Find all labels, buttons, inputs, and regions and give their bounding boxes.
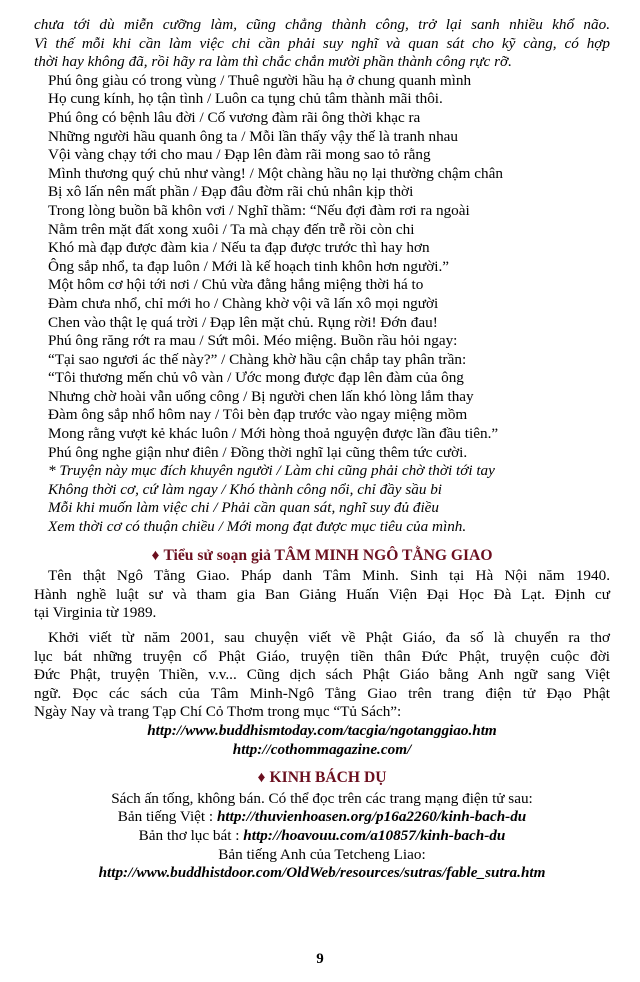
intro-line: Vì thế mỗi khi cần làm việc chi cần phải suy nghĩ và quan sát cho kỹ càng, có hợp [34, 34, 610, 52]
bio-line: Đức Phật, truyện Thiền, v.v... Cũng dịch sách Phật Giáo bằng Anh ngữ sang Việt [34, 666, 610, 684]
moral-line: Không thời cơ, cứ làm ngay / Khó thành công nổi, chỉ đầy sầu bi [48, 480, 443, 498]
poem [34, 72, 610, 462]
bio-line: Tên thật Ngô Tằng Giao. Pháp danh Tâm Minh. Sinh tại Hà Nội năm 1940. [48, 567, 610, 585]
moral-line: Mỗi khi muốn làm việc chi / Phải cần quan sát, nghĩ suy đủ điều [48, 499, 440, 517]
bio-line: tại Virginia từ 1989. [34, 604, 157, 622]
poem-line: Mình thương quý chủ như vàng! / Một chàng hầu nọ lại thường chậm chân [48, 164, 503, 182]
poem-line: Một hôm cơ hội tới nơi / Chủ vừa đằng hắng miệng thời há to [48, 276, 424, 294]
bio-line: ngữ. Đọc các sách của Tâm Minh-Ngô Tằng Giao trên trang điện tử Đạo Phật [34, 684, 610, 702]
bio-line: lục bát những truyện cổ Phật Giáo, truyện tiền thân Đức Phật, truyện cuộc đời [34, 647, 610, 665]
intro-line: chưa tới dù miễn cưỡng làm, cũng chẳng thành công, trở lại sanh nhiều khổ não. [34, 16, 610, 33]
poem-line: Đàm ông sắp nhổ hôm nay / Tôi bèn đạp trước vào ngay miệng mồm [48, 406, 468, 424]
kinh-tho-label: Bản thơ lục bát : [138, 826, 244, 844]
bio-heading-text: Tiểu sử soạn giả TÂM MINH NGÔ TẰNG GIAO [163, 546, 493, 564]
page-content [34, 16, 610, 883]
kinh-tho-line [34, 827, 610, 846]
poem-line: Khó mà đạp được đàm kia / Nếu ta đạp được trước thì hay hơn [48, 239, 430, 257]
diamond-bullet-icon: ♦ [257, 769, 266, 787]
kinh-heading [34, 769, 610, 788]
kinh-viet-label: Bản tiếng Việt : [117, 808, 217, 826]
kinh-viet-link[interactable]: http://thuvienhoasen.org/p16a2260/kinh-bach-du [216, 808, 527, 826]
kinh-anh-link[interactable]: http://www.buddhistdoor.com/OldWeb/resources/sutras/fable_sutra.htm [98, 864, 546, 882]
poem-line: Đàm chưa nhổ, chỉ mới ho / Chàng khờ vội vã lấn xô mọi người [48, 294, 439, 312]
bio-heading [34, 547, 610, 566]
poem-line: Những người hầu quanh ông ta / Mỗi lần thấy vậy thế là tranh nhau [48, 127, 459, 145]
kinh-viet-line [34, 808, 610, 827]
poem-line: Phú ông răng rớt ra mau / Sứt môi. Méo miệng. Buồn rầu hỏi ngay: [48, 332, 458, 350]
kinh-intro-line: Sách ấn tống, không bán. Có thể đọc trên các trang mạng điện tử sau: [111, 789, 533, 807]
kinh-tho-link[interactable]: http://hoavouu.com/a10857/kinh-bach-du [243, 826, 506, 844]
poem-line: Ông sắp nhổ, ta đạp luôn / Mới là kế hoạch tinh khôn hơn người.” [48, 257, 449, 275]
bio-link-cothom[interactable]: http://cothommagazine.com/ [232, 740, 412, 758]
poem-line: Phú ông có bệnh lâu đời / Cố vương đàm rãi ông thời khạc ra [48, 108, 421, 126]
bio-line: Hành nghề luật sư và tham gia Ban Giảng Huấn Viện Đại Học Đà Lạt. Định cư [34, 585, 610, 603]
poem-line: Vội vàng chạy tới cho mau / Đạp lên đàm rãi mong sao tỏ rằng [48, 146, 431, 164]
intro-line: thời hay không đã, rồi hãy ra làm thì chắc chắn mười phần thành công rực rỡ. [34, 53, 512, 71]
bio-link-buddhismtoday[interactable]: http://www.buddhismtoday.com/tacgia/ngotanggiao.htm [147, 721, 497, 739]
poem-line: Mong rằng vượt kẻ khác luôn / Mới hòng thoả nguyện được lần đầu tiên.” [48, 425, 499, 443]
poem-line: Trong lòng buồn bã khôn vơi / Nghĩ thầm: “Nếu đợi đàm rơi ra ngoài [48, 201, 470, 219]
poem-line: Bị xô lấn nên mất phần / Đạp đâu đờm rãi chủ nhân kịp thời [48, 183, 414, 201]
bio-line: Khởi viết từ năm 2001, sau chuyện viết về Phật Giáo, đa số là chuyển ra thơ [48, 629, 610, 646]
moral-line: * Truyện này mục đích khuyên người / Làm chi cũng phải chờ thời tới tay [48, 462, 495, 480]
poem-line: “Tại sao ngươi ác thế này?” / Chàng khờ hầu cận chắp tay phân trần: [48, 350, 467, 368]
diamond-bullet-icon: ♦ [151, 546, 160, 564]
kinh-heading-text: KINH BÁCH DỤ [269, 769, 387, 787]
poem-line: Phú ông giàu có trong vùng / Thuê người hầu hạ ở chung quanh mình [48, 71, 472, 89]
poem-line: Họ cung kính, họ tận tình / Luôn ca tụng chủ tâm thành mãi thôi. [48, 90, 443, 108]
bio-paragraph-1 [34, 567, 610, 623]
moral-line: Xem thời cơ có thuận chiều / Mới mong đạt được mục tiêu của mình. [48, 518, 467, 536]
poem-line: Chen vào thật lẹ quá trời / Đạp lên mặt chủ. Rụng rời! Đớn đau! [48, 313, 438, 331]
kinh-anh-label: Bản tiếng Anh của Tetcheng Liao: [218, 845, 426, 863]
poem-line: “Tôi thương mến chủ vô vàn / Ước mong được đạp lên đàm của ông [48, 369, 464, 387]
poem-line: Nằm trên mặt đất xong xuôi / Ta mà chạy đến trễ rồi còn chi [48, 220, 415, 238]
poem-line: Phú ông nghe giận như điên / Đồng thời nghĩ lại cũng thêm tức cười. [48, 443, 468, 461]
intro-paragraph [34, 16, 610, 72]
poem-moral [34, 462, 610, 536]
page-number: 9 [316, 951, 324, 967]
bio-paragraph-2 [34, 629, 610, 722]
bio-line: Ngày Nay và trang Tạp Chí Cỏ Thơm trong mục “Tủ Sách”: [34, 703, 402, 721]
poem-line: Nhưng chờ hoài vẫn uổng công / Bị người chen lấn khó lòng lắm thay [48, 387, 474, 405]
